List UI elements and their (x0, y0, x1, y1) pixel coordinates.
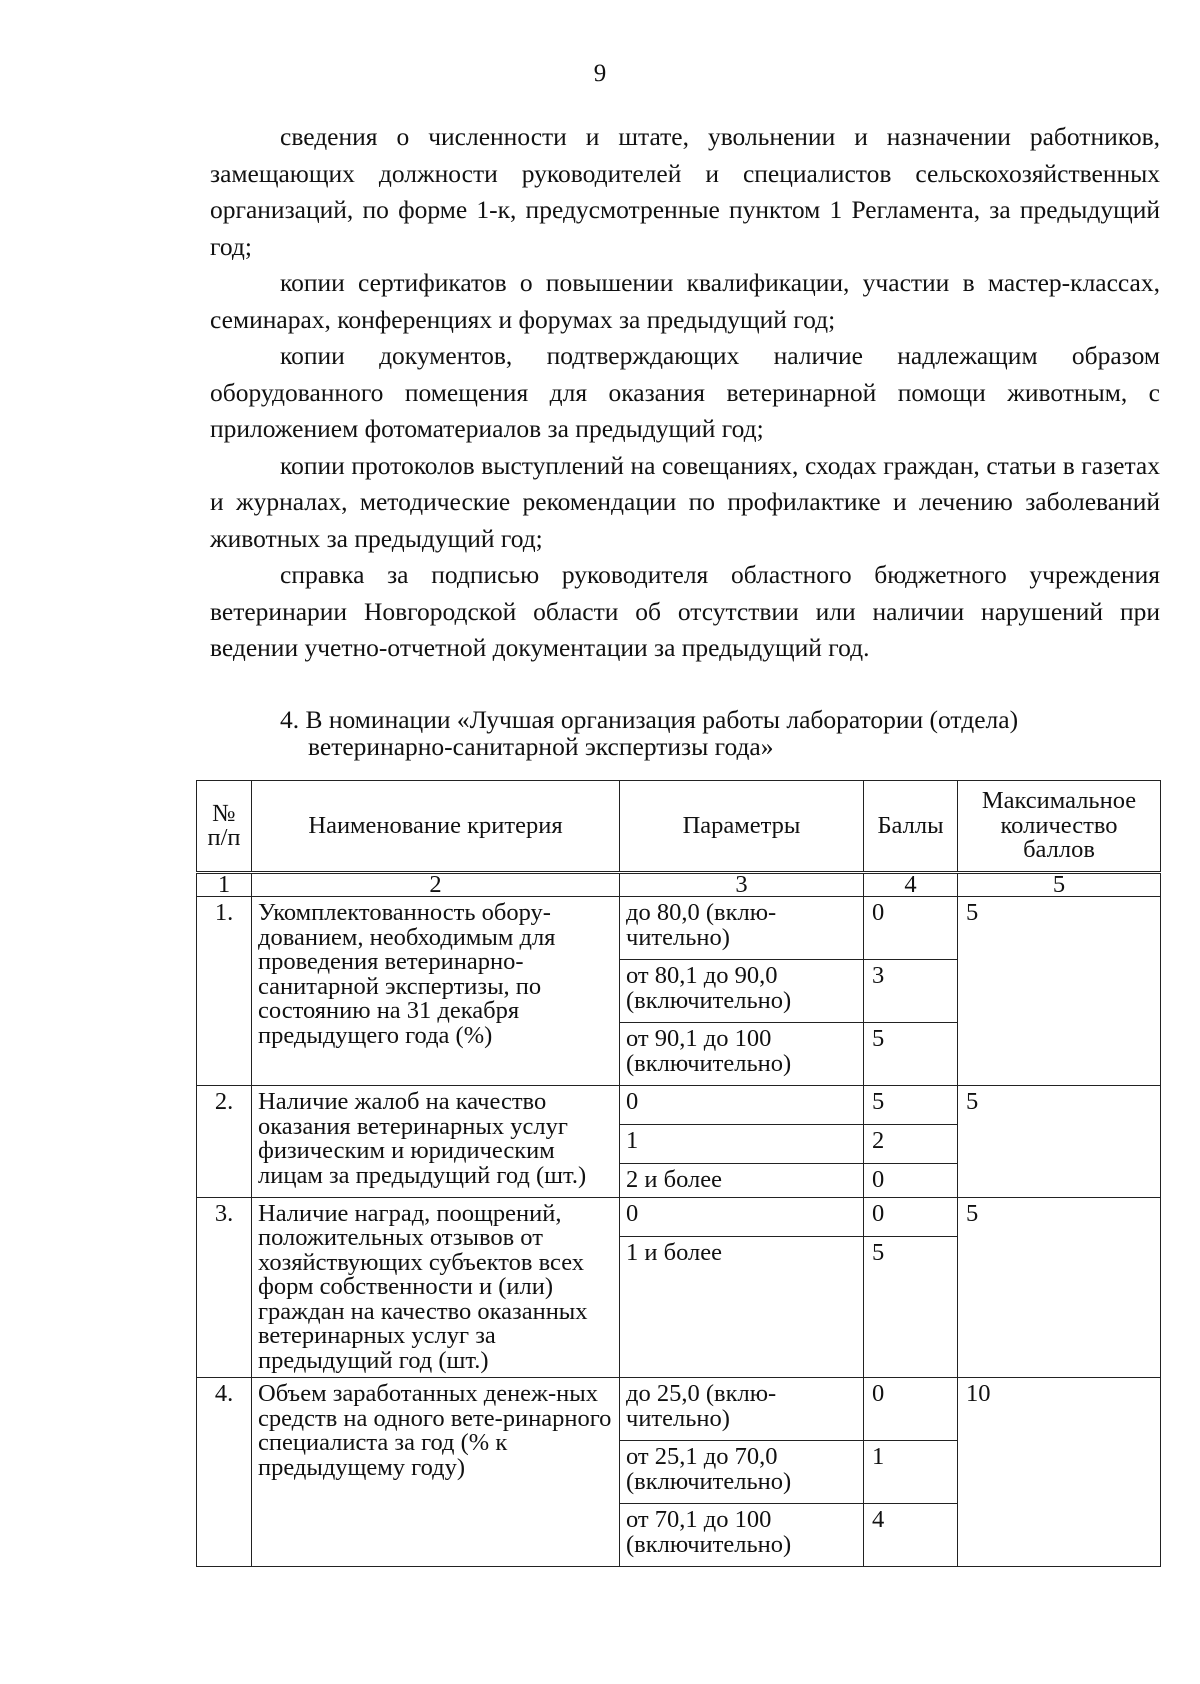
paragraph: копии сертификатов о повышении квалификации, участии в мастер-классах, семинарах, конференциях и форумах за предыдущий год; (210, 268, 1160, 334)
row-number: 1. (197, 897, 252, 1086)
param-cell: 2 и более (620, 1164, 864, 1198)
max-score-cell: 10 (958, 1378, 1161, 1567)
score-cell: 3 (864, 960, 958, 1023)
column-number: 1 (197, 873, 252, 897)
score-cell: 0 (864, 1197, 958, 1236)
header-max: Максимальное количество баллов (958, 781, 1161, 873)
column-number: 3 (620, 873, 864, 897)
criterion-cell: Наличие жалоб на качество оказания ветеринарных услуг физическим и юридическим лицам за предыдущий год (шт.) (252, 1086, 620, 1198)
param-cell: 1 и более (620, 1236, 864, 1378)
row-number: 2. (197, 1086, 252, 1198)
param-cell: 1 (620, 1125, 864, 1164)
criteria-table (196, 780, 1161, 1567)
paragraph: справка за подписью руководителя областного бюджетного учреждения ветеринарии Новгородской области об отсутствии или наличии нарушений при ведении учетно-отчетной документации за предыдущий год. (210, 560, 1160, 662)
max-score-cell: 5 (958, 1086, 1161, 1198)
header-criterion: Наименование критерия (252, 781, 620, 873)
table-row (197, 1378, 1161, 1441)
param-cell: от 70,1 до 100 (включительно) (620, 1504, 864, 1567)
table-row (197, 1197, 1161, 1236)
table-row (197, 897, 1161, 960)
column-number-row (197, 873, 1161, 897)
page-number: 9 (593, 60, 607, 87)
max-score-cell: 5 (958, 1197, 1161, 1378)
paragraph: копии протоколов выступлений на совещаниях, сходах граждан, статьи в газетах и журналах, методические рекомендации по профилактике и лечению заболеваний животных за предыдущий год; (210, 450, 1160, 553)
param-cell: от 80,1 до 90,0 (включительно) (620, 960, 864, 1023)
criterion-cell: Объем заработанных денеж-ных средств на одного вете-ринарного специалиста за год (% к предыдущему году) (252, 1378, 620, 1567)
param-cell: до 80,0 (вклю-чительно) (620, 897, 864, 960)
score-cell: 5 (864, 1023, 958, 1086)
score-cell: 5 (864, 1086, 958, 1125)
column-number: 5 (958, 873, 1161, 897)
score-cell: 1 (864, 1441, 958, 1504)
score-cell: 4 (864, 1504, 958, 1567)
paragraph: копии документов, подтверждающих наличие надлежащим образом оборудованного помещения для оказания ветеринарной помощи животным, с приложением фотоматериалов за предыдущий год; (210, 341, 1160, 443)
criterion-cell: Наличие наград, поощрений, положительных отзывов от хозяйствующих субъектов всех форм собственности и (или) граждан на качество оказанных ветеринарных услуг за предыдущий год (шт.) (252, 1197, 620, 1378)
section-heading (280, 706, 1140, 760)
table-row (197, 1086, 1161, 1125)
table-header-row (197, 781, 1161, 873)
param-cell: до 25,0 (вклю-чительно) (620, 1378, 864, 1441)
header-num: № п/п (197, 781, 252, 873)
column-number: 2 (252, 873, 620, 897)
score-cell: 5 (864, 1236, 958, 1378)
param-cell: от 90,1 до 100 (включительно) (620, 1023, 864, 1086)
header-params: Параметры (620, 781, 864, 873)
max-score-cell: 5 (958, 897, 1161, 1086)
row-number: 3. (197, 1197, 252, 1378)
param-cell: 0 (620, 1086, 864, 1125)
param-cell: от 25,1 до 70,0 (включительно) (620, 1441, 864, 1504)
score-cell: 0 (864, 1164, 958, 1198)
criterion-cell: Укомплектованность обору-дованием, необходимым для проведения ветеринарно-санитарной экспертизы, по состоянию на 31 декабря предыдущего года (%) (252, 897, 620, 1086)
score-cell: 2 (864, 1125, 958, 1164)
section-heading-line-2: ветеринарно-санитарной экспертизы года» (308, 732, 774, 761)
section-heading-line-1: 4. В номинации «Лучшая организация работы лаборатории (отдела) (280, 705, 1019, 734)
column-number: 4 (864, 873, 958, 897)
paragraph: сведения о численности и штате, увольнении и назначении работников, замещающих должности руководителей и специалистов сельскохозяйственных организаций, по форме 1-к, предусмотренные пунктом 1 Регламента, за предыдущий год; (210, 122, 1160, 261)
score-cell: 0 (864, 897, 958, 960)
row-number: 4. (197, 1378, 252, 1567)
param-cell: 0 (620, 1197, 864, 1236)
header-score: Баллы (864, 781, 958, 873)
score-cell: 0 (864, 1378, 958, 1441)
body-text (210, 119, 1160, 667)
